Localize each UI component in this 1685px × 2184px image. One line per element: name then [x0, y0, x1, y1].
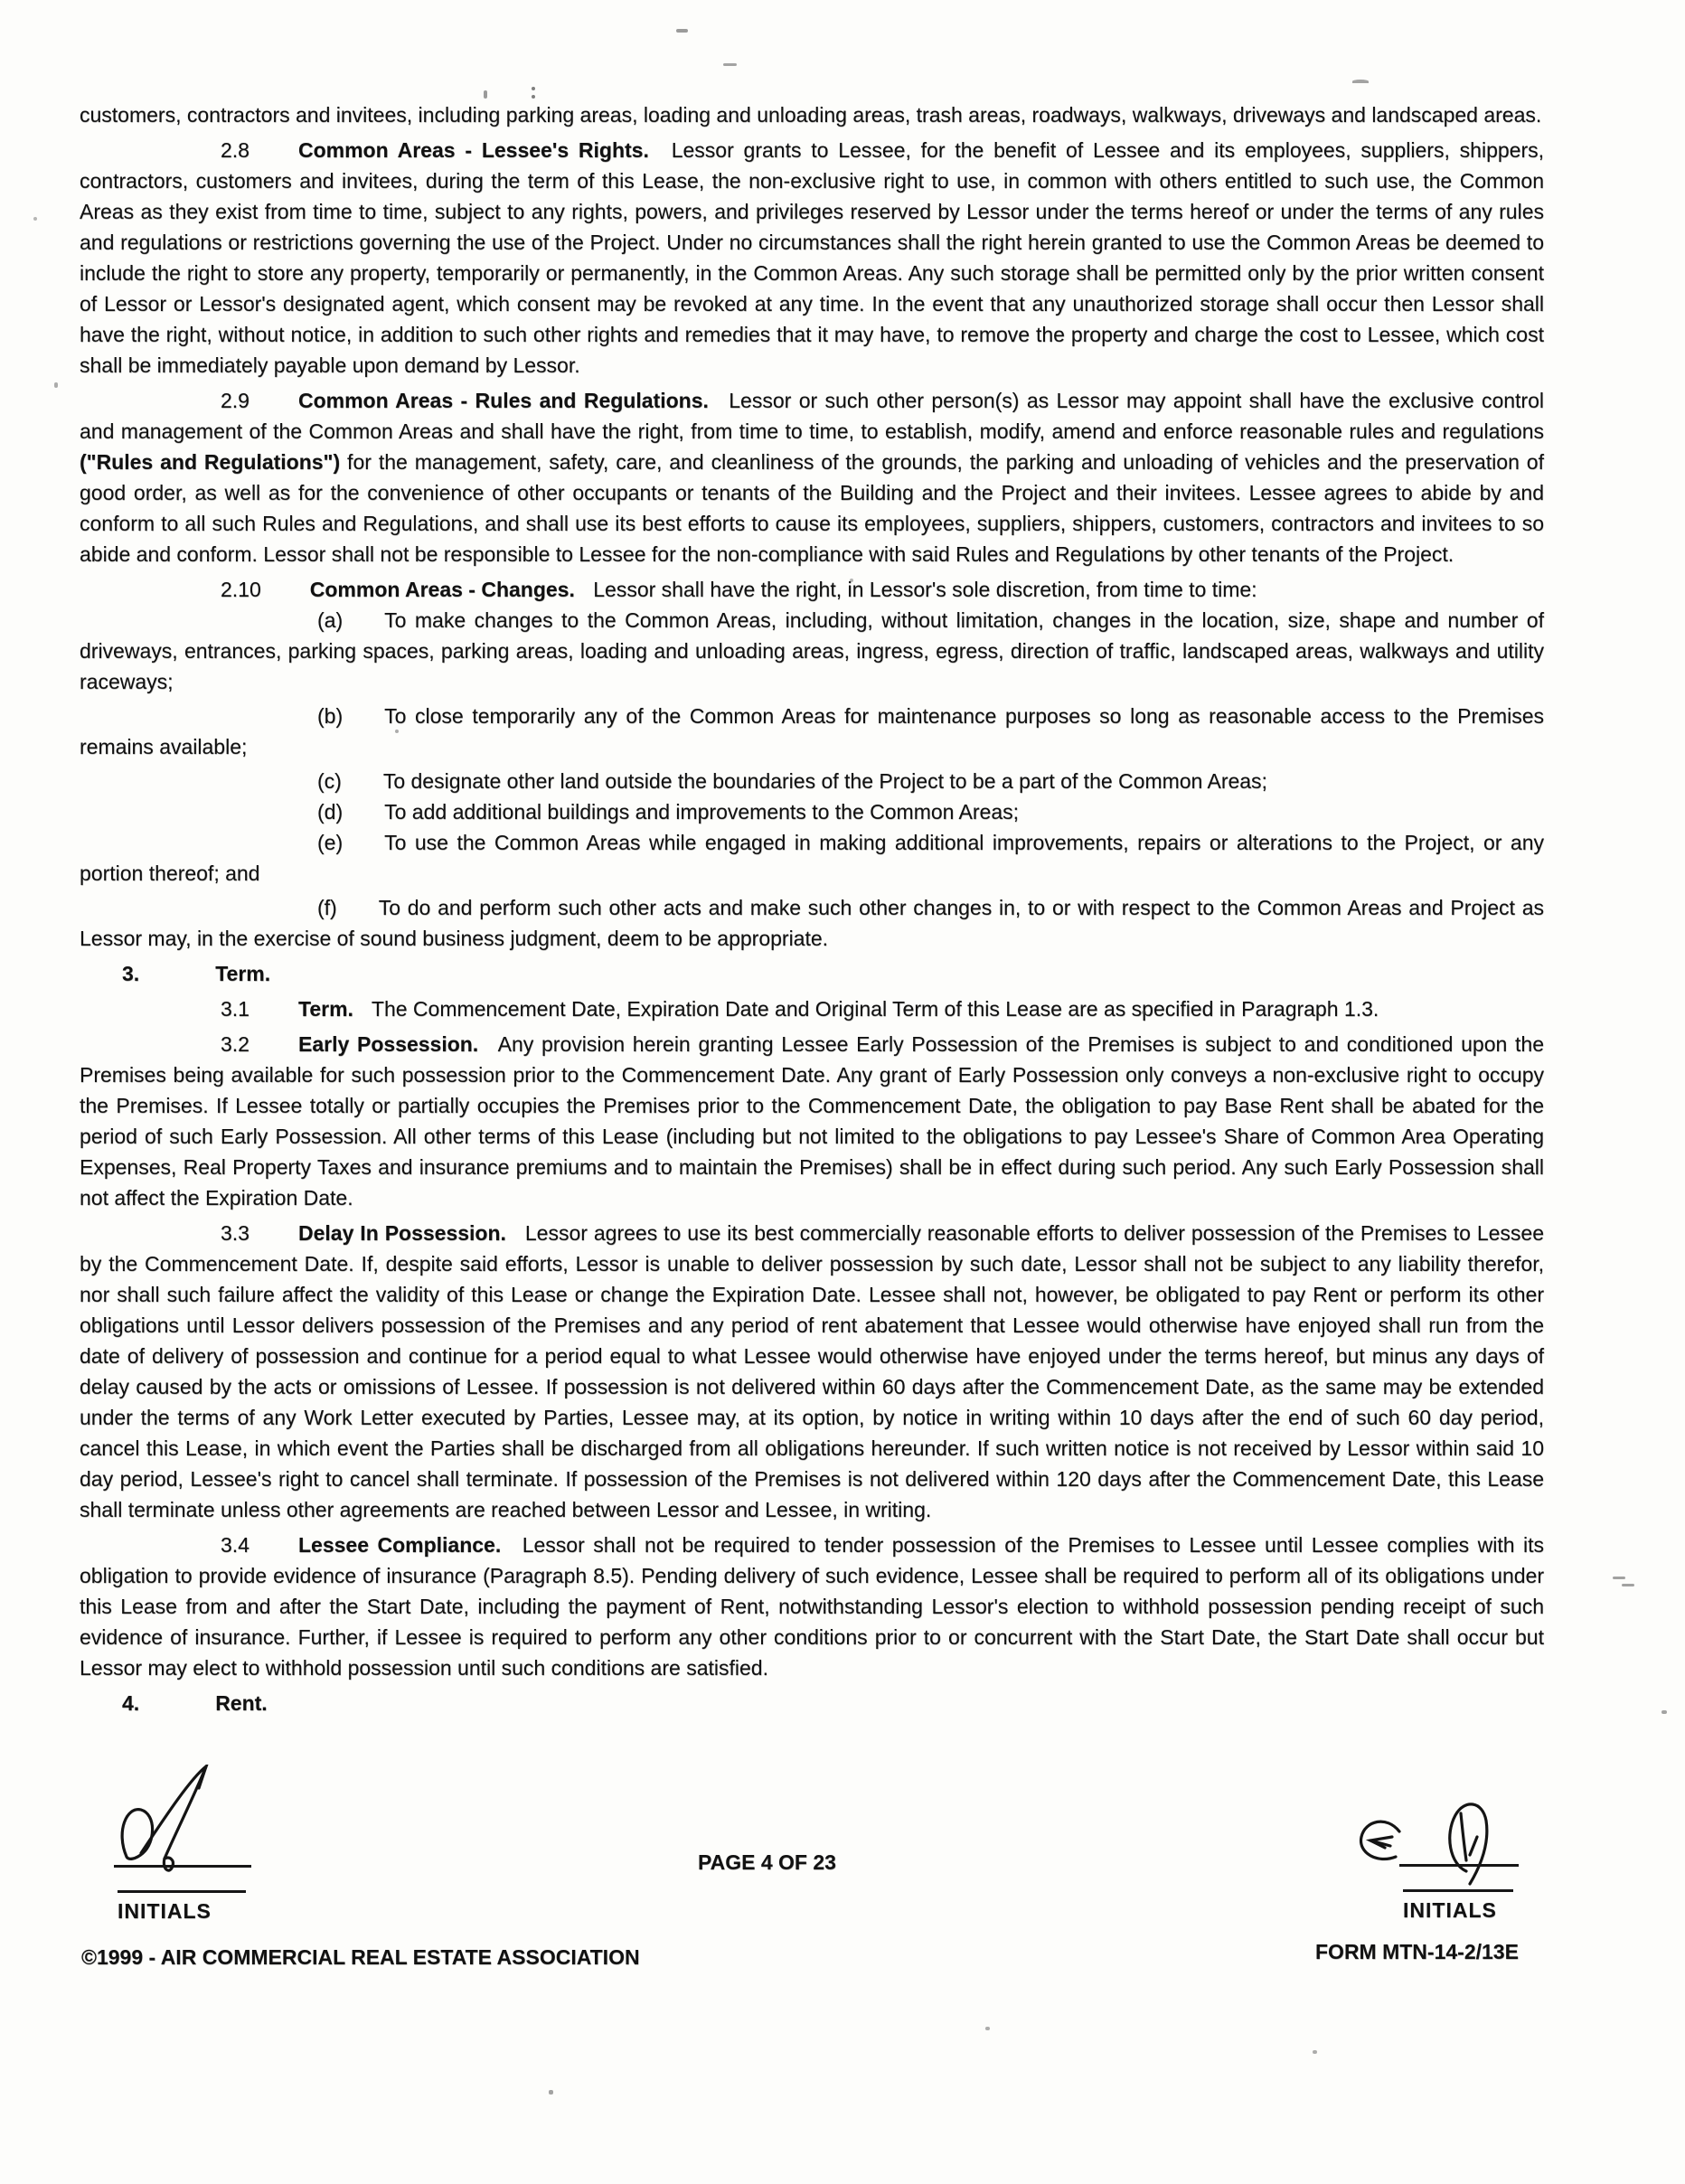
paragraph-2-8 — [80, 135, 1544, 381]
paragraph-number: 2.10 — [221, 578, 261, 601]
copyright-notice: ©1999 - AIR COMMERCIAL REAL ESTATE ASSOCIATION — [81, 1945, 640, 1969]
paragraph-body: Lessor shall have the right, in Lessor's sole discretion, from time to time: — [587, 578, 1257, 601]
paragraph-heading: Lessee Compliance. — [297, 1533, 502, 1557]
list-item-letter: (b) — [317, 704, 344, 728]
signature-line-right — [1399, 1864, 1519, 1867]
paragraph-body: The Commencement Date, Expiration Date and Original Term of this Lease are as specified in Paragraph 1.3. — [365, 997, 1379, 1021]
section-heading: Rent. — [215, 1691, 268, 1715]
paragraph-body: Any provision herein granting Lessee Early Possession of the Premises is subject to and conditioned upon the Premises being available for such possession prior to the Commencement Date. Any grant of Early Possession only conveys a non-exclusive right to occupy the Premises. If Lessee totally or partially occupies the Premises prior to the Commencement Date, the obligation to pay Base Rent shall be abated for the period of such Early Possession. All other terms of this Lease (including but not limited to the obligations to pay Lessee's Share of Common Area Operating Expenses, Real Property Taxes and insurance premiums and to maintain the Premises) shall be in effect during such period. Any such Early Possession shall not affect the Expiration Date. — [80, 1032, 1544, 1210]
lease-text-column — [80, 99, 1544, 1718]
paragraph-3-1 — [80, 993, 1544, 1024]
paragraph-2-10 — [80, 574, 1544, 605]
paragraph-body: Lessor agrees to use its best commercially reasonable efforts to deliver possession of the Premises to Lessee by the Commencement Date. If, despite said efforts, Lessor is unable to deliver possession by such date, Lessor shall not be subject to any liability therefor, nor shall such failure affect the validity of this Lease or change the Expiration Date. Lessee shall not, however, be obligated to pay Rent or perform its other obligations until Lessor delivers possession of the Premises and any period of rent abatement that Lessee would otherwise have enjoyed shall run from the date of delivery of possession and continue for a period equal to what Lessee would otherwise have enjoyed under the terms hereof, but minus any days of delay caused by the acts or omissions of Lessee. If possession is not delivered within 60 days after the Commencement Date, as the same may be extended under the terms of any Work Letter executed by Parties, Lessee may, at its option, by notice in writing within 10 days after the end of such 60 day period, cancel this Lease, in which event the Parties shall be discharged from all obligations hereunder. If such written notice is not received by Lessor within said 10 day period, Lessee's right to cancel shall terminate. If possession of the Premises is not delivered within 120 days after the Commencement Date, this Lease shall terminate unless other agreements are reached between Lessor and Lessee, in writing. — [80, 1221, 1545, 1521]
paragraph-body: Lessor grants to Lessee, for the benefit of Lessee and its employees, suppliers, shippers, contractors, customers and invitees, during the term of this Lease, the non-exclusive right to use, in common with others entitled to such use, the Common Areas as they exist from time to time, subject to any rights, powers, and privileges reserved by Lessor under the terms hereof or under the terms of any rules and regulations or restrictions governing the use of the Project. Under no circumstances shall the right herein granted to use the Common Areas be deemed to include the right to store any property, temporarily or permanently, in the Common Areas. Any such storage shall be permitted only by the prior written consent of Lessor or Lessor's designated agent, which consent may be revoked at any time. In the event that any unauthorized storage shall occur then Lessor shall have the right, without notice, in addition to such other rights and remedies that it may have, to remove the property and charge the cost to Lessee, which cost shall be immediately payable upon demand by Lessor. — [80, 138, 1544, 377]
paragraph-body: for the management, safety, care, and cleanliness of the grounds, the parking and unloading of vehicles and the preservation of good order, as well as for the convenience of other occupants or tenants of the Building and the Project and their invitees. Lessee agrees to abide by and conform to all such Rules and Regulations, and shall use its best efforts to cause its employees, suppliers, shippers, customers, contractors and invitees to so abide and conform. Lessor shall not be responsible to Lessee for the non-compliance with said Rules and Regulations by other tenants of the Project. — [80, 450, 1544, 566]
initials-right-scribble — [1356, 1801, 1519, 1895]
list-item-text: To use the Common Areas while engaged in making additional improvements, repairs or alterations to the Project, or any portion thereof; and — [80, 831, 1544, 885]
paragraph-heading: Early Possession. — [297, 1032, 479, 1056]
list-item-c — [80, 766, 1544, 796]
initials-label-right: INITIALS — [1403, 1898, 1497, 1922]
section-3-term — [80, 958, 1544, 989]
list-item-text: To do and perform such other acts and make such other changes in, to or with respect to the Common Areas and Project as Lessor may, in the exercise of sound business judgment, deem to be appropriate. — [80, 896, 1544, 950]
paragraph-heading: Common Areas - Lessee's Rights. — [297, 138, 649, 162]
paragraph-3-2 — [80, 1029, 1544, 1213]
defined-term-rules-and-regulations: ("Rules and Regulations") — [80, 450, 341, 474]
list-item-letter: (e) — [317, 831, 344, 854]
list-item-letter: (f) — [317, 896, 337, 919]
paragraph-body: customers, contractors and invitees, including parking areas, loading and unloading areas, trash areas, roadways, walkways, driveways and landscaped areas. — [80, 103, 1542, 127]
paragraph-heading: Term. — [297, 997, 353, 1021]
paragraph-number: 3.3 — [221, 1221, 249, 1245]
paragraph-heading: Common Areas - Rules and Regulations. — [297, 389, 709, 412]
paragraph-body: Lessor or such other person(s) as Lessor may appoint shall have the exclusive control and management of the Common Areas and shall have the right, from time to time, to establish, modify, amend and enforce reasonable rules and regulations — [80, 389, 1544, 443]
paragraph-number: 2.9 — [221, 389, 249, 412]
initials-line-left — [118, 1890, 246, 1893]
list-item-b — [80, 701, 1544, 762]
paragraph-heading: Common Areas - Changes. — [309, 578, 575, 601]
list-item-text: To make changes to the Common Areas, including, without limitation, changes in the location, size, shape and number of driveways, entrances, parking spaces, parking areas, loading and unloading areas, ingress, egress, direction of traffic, landscaped areas, walkways and utility raceways; — [80, 608, 1544, 693]
paragraph-3-4 — [80, 1530, 1544, 1683]
initials-line-right — [1403, 1889, 1513, 1892]
section-4-rent — [80, 1688, 1544, 1718]
list-item-f — [80, 892, 1544, 954]
paragraph-body: Lessor shall not be required to tender possession of the Premises to Lessee until Lessee complies with its obligation to provide evidence of insurance (Paragraph 8.5). Pending delivery of such evidence, Lessee shall be required to perform all of its obligations under this Lease from and after the Start Date, including the payment of Rent, notwithstanding Lessor's election to withhold possession pending receipt of such evidence of insurance. Further, if Lessee is required to perform any other conditions prior to or concurrent with the Start Date, the Start Date shall occur but Lessor may elect to withhold possession until such conditions are satisfied. — [80, 1533, 1544, 1680]
page-number-label: PAGE 4 OF 23 — [698, 1850, 836, 1874]
paragraph-number: 3.1 — [221, 997, 249, 1021]
initials-label-left: INITIALS — [118, 1899, 212, 1923]
paragraph-3-3 — [80, 1218, 1544, 1525]
form-number: FORM MTN-14-2/13E — [1315, 1940, 1519, 1963]
list-item-text: To close temporarily any of the Common Areas for maintenance purposes so long as reasonable access to the Premises remains available; — [80, 704, 1544, 758]
list-item-e — [80, 827, 1544, 889]
signature-left-scribble — [116, 1765, 260, 1887]
list-item-a — [80, 605, 1544, 697]
list-item-letter: (a) — [317, 608, 344, 632]
signature-line-left — [114, 1865, 251, 1868]
paragraph-continuation — [80, 99, 1544, 130]
list-item-d — [80, 796, 1544, 827]
list-item-letter: (c) — [317, 769, 342, 793]
section-heading: Term. — [215, 962, 271, 985]
section-number: 4. — [122, 1691, 140, 1715]
list-item-letter: (d) — [317, 800, 344, 824]
paragraph-2-9 — [80, 385, 1544, 570]
paragraph-number: 2.8 — [221, 138, 249, 162]
list-item-text: To designate other land outside the boundaries of the Project to be a part of the Common Areas; — [382, 769, 1267, 793]
paragraph-number: 3.4 — [221, 1533, 249, 1557]
section-number: 3. — [122, 962, 140, 985]
paragraph-heading: Delay In Possession. — [297, 1221, 506, 1245]
paragraph-number: 3.2 — [221, 1032, 249, 1056]
list-item-text: To add additional buildings and improvements to the Common Areas; — [384, 800, 1020, 824]
